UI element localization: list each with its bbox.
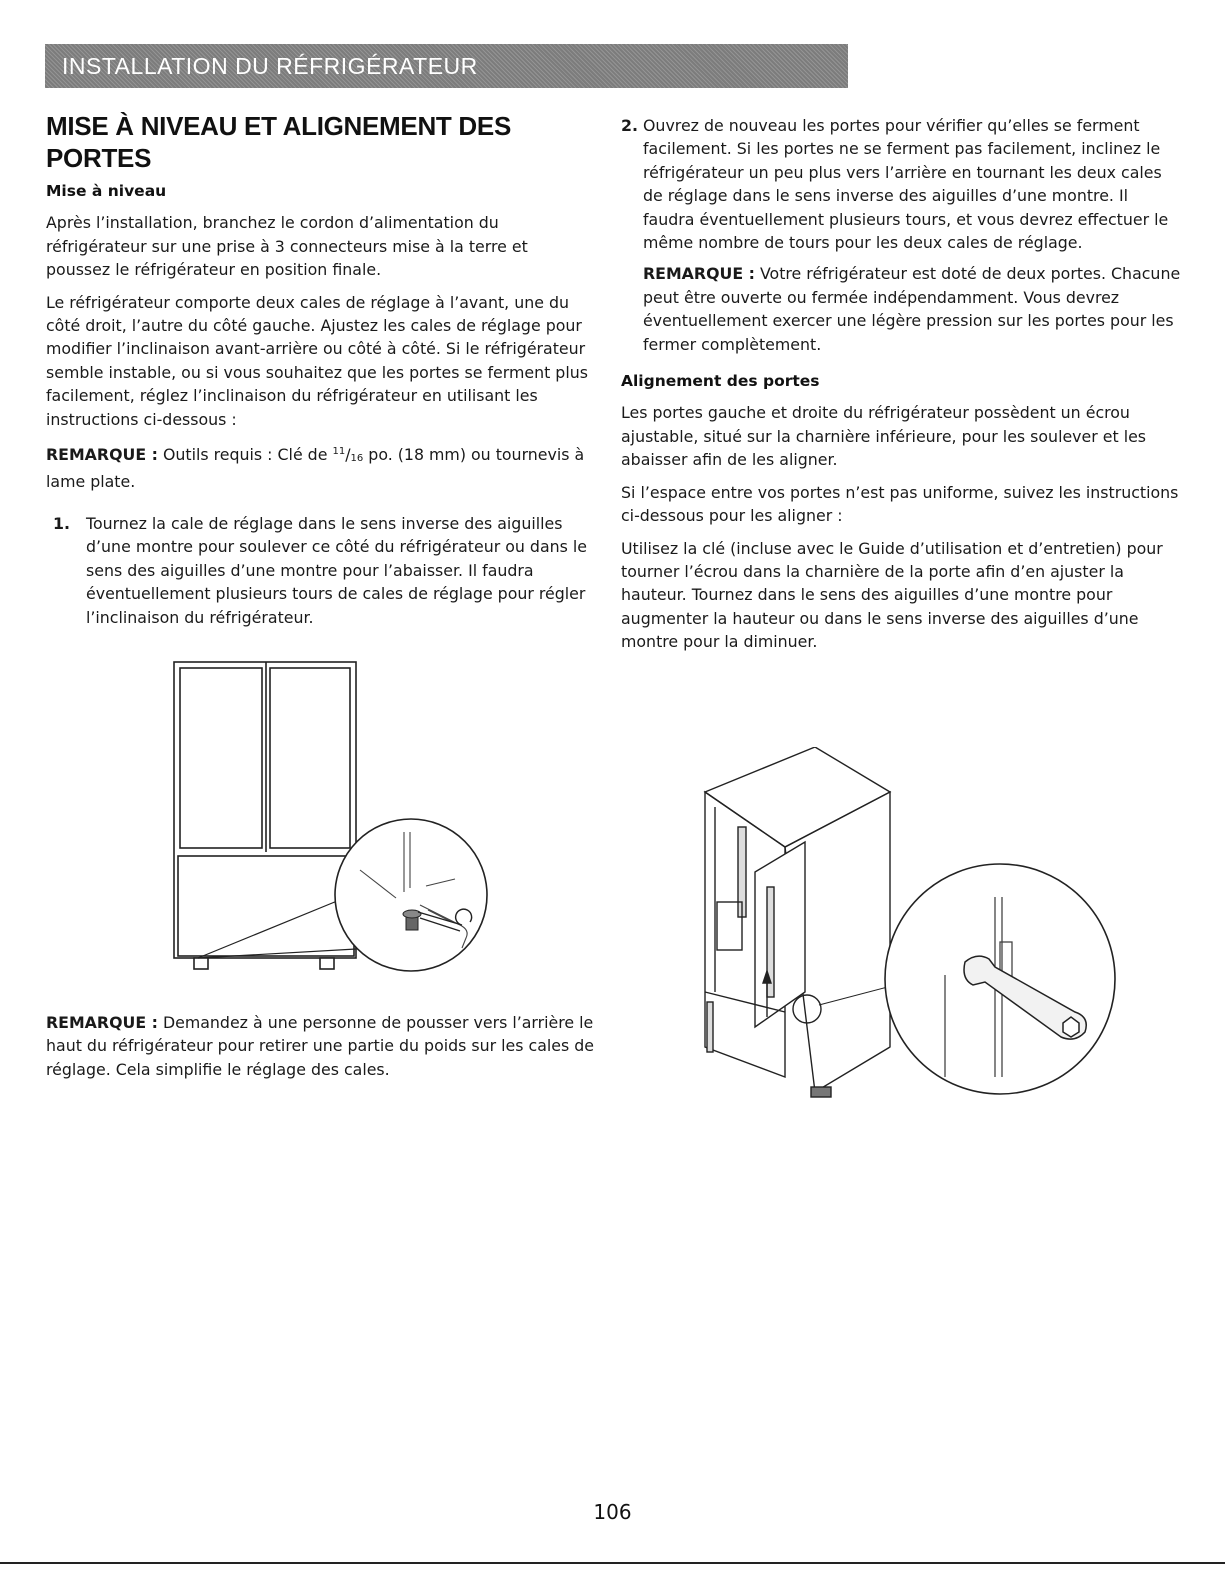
fridge-top: [705, 747, 890, 847]
callout-line-top: [198, 899, 342, 958]
tools-note-text-before: Outils requis : Clé de: [162, 445, 328, 465]
fridge-outline: [174, 662, 356, 958]
leveling-paragraph-1: Après l’installation, branchez le cordon d’alimentation du réfrigérateur sur une prise à 3 connecteurs mise à la terre et poussez le réfrigérateur en position finale.: [46, 213, 528, 280]
left-door: [180, 668, 262, 848]
wrench-size-fraction: $^{11}/_{16}$: [332, 445, 364, 465]
push-note: [46, 1011, 594, 1081]
step-2-note-text: Votre réfrigérateur est doté de deux portes. Chacune peut être ouverte ou fermée indépendamment. Vous devrez éventuellement exercer une légère pression sur les portes pour les fermer complètement.: [643, 264, 1181, 354]
alignment-paragraph-1: Les portes gauche et droite du réfrigérateur possèdent un écrou ajustable, situé sur la charnière inférieure, pour les soulever et les abaisser afin de les aligner.: [621, 403, 1147, 470]
right-column: [621, 114, 1181, 663]
right-door: [270, 668, 350, 848]
left-column: [46, 110, 594, 629]
step-1-number: 1.: [53, 513, 70, 533]
page-number: 106: [593, 1500, 632, 1524]
step-2-note: [643, 262, 1181, 356]
step-2-note-label: REMARQUE :: [643, 264, 755, 284]
fraction-numerator: 11: [332, 446, 346, 458]
step-1: [46, 512, 594, 629]
leveling-foot-icon: [403, 910, 421, 930]
push-note-text: Demandez à une personne de pousser vers l’arrière le haut du réfrigérateur pour retirer une partie du poids sur les cales de réglage. Cela simplifie le réglage des cales.: [46, 1013, 595, 1079]
leveling-illustration: [170, 660, 490, 990]
hinge-callout-circle: [793, 995, 821, 1023]
page-title: MISE À NIVEAU ET ALIGNEMENT DES PORTES: [46, 111, 511, 173]
leveling-heading: Mise à niveau: [46, 182, 167, 200]
zoom-circle: [335, 819, 487, 971]
foot-icon: [811, 1087, 831, 1097]
push-note-label: REMARQUE :: [46, 1013, 158, 1032]
step-2-number: 2.: [621, 116, 638, 135]
step-2-text: Ouvrez de nouveau les portes pour vérifier qu’elles se ferment facilement. Si les portes ne se ferment pas facilement, inclinez le réfrigérateur un peu plus vers l’arrière en tournant les deux cales de réglage dans le sens inverse des aiguilles d’une montre. Il faudra éventuellement plusieurs tours, et vous devrez effectuer le même nombre de tours pour les deux cales de réglage.: [643, 116, 1169, 253]
section-banner: INSTALLATION DU RÉFRIGÉRATEUR: [45, 44, 848, 88]
tools-note: [46, 440, 594, 494]
alignment-paragraph-3: Utilisez la clé (incluse avec le Guide d’utilisation et d’entretien) pour tourner l’écrou dans la charnière de la porte afin d’en ajuster la hauteur. Tournez dans le sens des aiguilles d’une montre pour augmenter la hauteur ou dans le sens inverse des aiguilles d’une montre pour la diminuer.: [621, 538, 1163, 652]
fraction-denominator: 16: [350, 453, 364, 465]
freezer-drawer: [178, 856, 354, 956]
alignment-heading: Alignement des portes: [621, 372, 820, 391]
tools-note-text-after: po. (18 mm) ou tournevis à lame plate.: [46, 445, 585, 492]
bottom-rule: [0, 1562, 1225, 1564]
leveling-paragraph-2: Le réfrigérateur comporte deux cales de réglage à l’avant, une du côté droit, l’autre du côté gauche. Ajustez les cales de réglage pour modifier l’inclinaison avant-arrière ou côté à côté. Si le réfrigérateur semble instable, ou si vous souhaitez que les portes se ferment plus facilement, réglez l’inclinaison du réfrigérateur en utilisant les instructions ci-dessous :: [46, 292, 588, 429]
leveling-leg-left: [194, 958, 208, 969]
leveling-leg-right: [320, 958, 334, 969]
drawer-handle: [707, 1002, 713, 1052]
door-alignment-illustration: [695, 747, 1130, 1137]
step-2: [621, 114, 1181, 356]
alignment-paragraph-2: Si l’espace entre vos portes n’est pas uniforme, suivez les instructions ci-dessous pour les aligner :: [621, 482, 1179, 526]
step-1-text: Tournez la cale de réglage dans le sens inverse des aiguilles d’une montre pour soulever ce côté du réfrigérateur ou dans le sens des aiguilles d’une montre pour l’abaisser. Il faudra éventuellement plusieurs tours de cales de réglage pour régler l’inclinaison du réfrigérateur.: [86, 513, 587, 627]
tools-note-label: REMARQUE :: [46, 445, 158, 465]
